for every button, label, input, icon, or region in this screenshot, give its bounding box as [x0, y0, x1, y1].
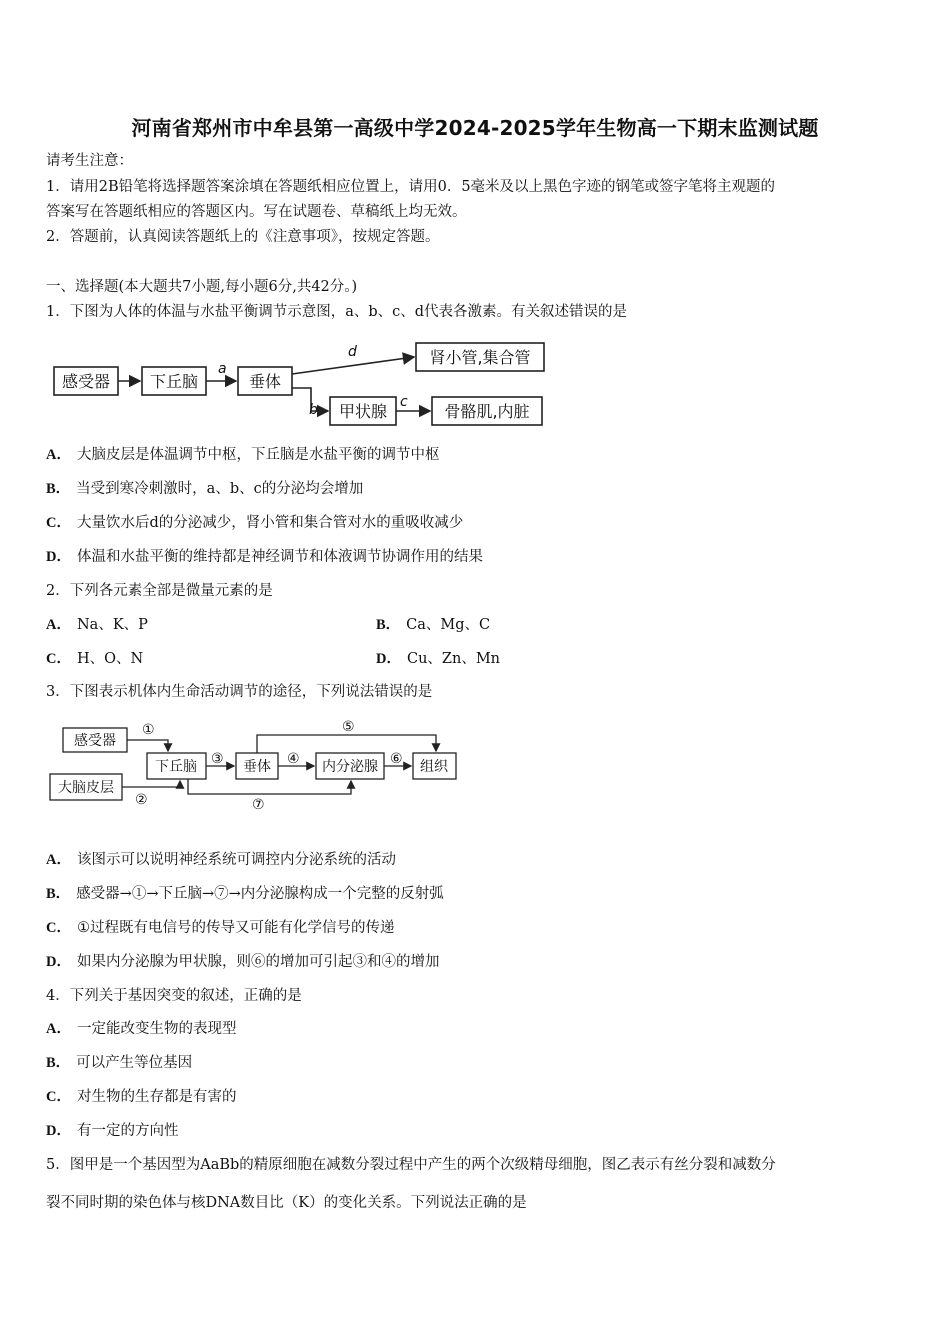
q1-stem: 1．下图为人体的体温与水盐平衡调节示意图，a、b、c、d代表各激素。有关叙述错误的是	[46, 304, 628, 320]
option-text: 该图示可以说明神经系统可调控内分泌系统的活动	[76, 852, 396, 868]
q1-option-b[interactable]	[46, 478, 906, 500]
option-text: 大量饮水后d的分泌减少，肾小管和集合管对水的重吸收减少	[76, 515, 464, 531]
q3-tissue-box: 组织	[420, 759, 448, 775]
q3-option-d[interactable]	[46, 951, 906, 973]
q3-cortex-box: 大脑皮层	[58, 780, 114, 796]
q1-pituitary-box: 垂体	[248, 372, 282, 391]
q3-hypothalamus-box: 下丘脑	[155, 759, 197, 775]
q1-kidney-box: 肾小管,集合管	[429, 348, 531, 367]
q3-option-b[interactable]	[46, 883, 906, 905]
q4-option-a[interactable]	[46, 1018, 906, 1040]
q4-option-b[interactable]	[46, 1052, 906, 1074]
option-key: C．	[46, 1089, 71, 1105]
option-text: Cu、Zn、Mn	[406, 651, 501, 667]
option-text: 一定能改变生物的表现型	[76, 1021, 237, 1037]
q3-gland-box: 内分泌腺	[322, 759, 378, 775]
option-key: C．	[46, 515, 71, 531]
q3-label-7: ⑦	[252, 797, 265, 813]
q5-stem-line-2: 裂不同时期的染色体与核DNA数目比（K）的变化关系。下列说法正确的是	[46, 1195, 527, 1211]
section-heading: 一、选择题(本大题共7小题,每小题6分,共42分。)	[46, 279, 358, 295]
q3-label-1: ①	[142, 722, 155, 738]
q5-stem-line-1: 5．图甲是一个基因型为AaBb的精原细胞在减数分裂过程中产生的两个次级精母细胞，图乙表示有丝分裂和减数分	[46, 1157, 776, 1173]
q3-diagram	[46, 716, 466, 816]
option-key: B．	[46, 886, 71, 902]
option-text: 可以产生等位基因	[76, 1055, 193, 1071]
option-text: Na、K、P	[76, 617, 148, 633]
notice-line-3: 2．答题前，认真阅读答题纸上的《注意事项》，按规定答题。	[46, 229, 440, 245]
option-key: B．	[46, 481, 71, 497]
q1-label-d: d	[348, 344, 357, 360]
q1-option-a[interactable]	[46, 444, 906, 466]
q2-option-b[interactable]	[376, 614, 776, 636]
q3-option-a[interactable]	[46, 849, 906, 871]
q3-pituitary-box: 垂体	[243, 759, 271, 775]
q1-label-a: a	[218, 361, 227, 377]
option-text: 当受到寒冷刺激时，a、b、c的分泌均会增加	[76, 481, 364, 497]
option-key: D．	[46, 1123, 71, 1139]
option-text: Ca、Mg、C	[406, 617, 491, 633]
q4-option-c[interactable]	[46, 1086, 906, 1108]
option-key: A．	[46, 447, 71, 463]
option-key: A．	[46, 852, 71, 868]
q3-label-5: ⑤	[342, 719, 355, 735]
q3-receptor-box: 感受器	[74, 733, 116, 749]
q1-hypothalamus-box: 下丘脑	[149, 372, 199, 391]
option-text: 对生物的生存都是有害的	[76, 1089, 237, 1105]
option-key: B．	[376, 617, 401, 633]
q1-muscle-box: 骨骼肌,内脏	[444, 402, 530, 421]
q3-option-c[interactable]	[46, 917, 906, 939]
q3-label-2: ②	[135, 792, 148, 808]
option-key: D．	[376, 651, 401, 667]
notice-heading: 请考生注意：	[46, 153, 133, 169]
option-text: H、O、N	[76, 651, 144, 667]
option-text: ①过程既有电信号的传导又可能有化学信号的传递	[76, 920, 395, 936]
option-text: 体温和水盐平衡的维持都是神经调节和体液调节协调作用的结果	[76, 549, 483, 565]
option-text: 感受器→①→下丘脑→⑦→内分泌腺构成一个完整的反射弧	[76, 886, 444, 902]
q1-label-b: b	[309, 402, 318, 418]
option-key: A．	[46, 1021, 71, 1037]
q1-label-c: c	[400, 394, 408, 410]
option-key: B．	[46, 1055, 71, 1071]
exam-title: 河南省郑州市中牟县第一高级中学2024-2025学年生物高一下期末监测试题	[131, 116, 819, 140]
q1-receptor-box: 感受器	[61, 372, 111, 391]
notice-line-1: 1．请用2B铅笔将选择题答案涂填在答题纸相应位置上，请用0．5毫米及以上黑色字迹的钢笔或签字笔将主观题的	[46, 179, 776, 195]
q1-option-d[interactable]	[46, 546, 906, 568]
q3-stem: 3．下图表示机体内生命活动调节的途径，下列说法错误的是	[46, 684, 433, 700]
q4-stem: 4．下列关于基因突变的叙述，正确的是	[46, 988, 302, 1004]
q4-option-d[interactable]	[46, 1120, 906, 1142]
option-key: A．	[46, 617, 71, 633]
q1-option-c[interactable]	[46, 512, 906, 534]
option-text: 如果内分泌腺为甲状腺，则⑥的增加可引起③和④的增加	[76, 954, 440, 970]
option-text: 有一定的方向性	[76, 1123, 179, 1139]
q3-label-4: ④	[287, 751, 300, 767]
option-key: D．	[46, 549, 71, 565]
q1-thyroid-box: 甲状腺	[338, 402, 388, 421]
q2-option-d[interactable]	[376, 648, 776, 670]
q2-stem: 2．下列各元素全部是微量元素的是	[46, 583, 273, 599]
option-text: 大脑皮层是体温调节中枢，下丘脑是水盐平衡的调节中枢	[76, 447, 440, 463]
option-key: C．	[46, 920, 71, 936]
option-key: D．	[46, 954, 71, 970]
q3-label-3: ③	[211, 751, 224, 767]
option-key: C．	[46, 651, 71, 667]
q1-diagram	[46, 336, 556, 434]
q3-label-6: ⑥	[390, 751, 403, 767]
notice-line-2: 答案写在答题纸相应的答题区内。写在试题卷、草稿纸上均无效。	[46, 204, 467, 220]
